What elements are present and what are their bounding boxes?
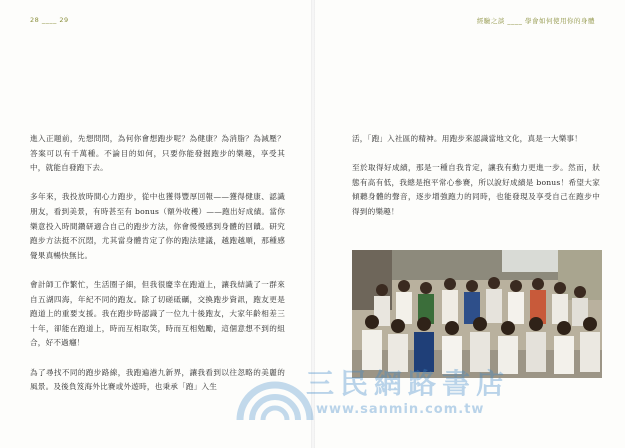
- watermark-url: www.sanmin.com.tw: [316, 402, 485, 417]
- paragraph: 至於取得好成績，那是一種自我肯定，讓我有動力更進一步。然而，狀態有高有低，我總是抱平常心參賽，所以說好成績是 bonus！希望大家傾聽身體的聲音，逐步增強跑力的同時，也能發現及享受自己在跑步中得到的樂趣！: [352, 163, 600, 216]
- left-page-text: [30, 132, 285, 409]
- watermark-name: 三民網路書店: [306, 367, 511, 400]
- paragraph: 進入正題前，先想問問，為何你會想跑步呢？為健康？為消脂？為減壓？答案可以有千萬種。不論目的如何，只要你能發掘跑步的樂趣，享受其中，就能自發跑下去。: [30, 134, 285, 173]
- paragraph: 活，「跑」入社區的精神。用跑步來認識當地文化，真是一大樂事！: [352, 134, 583, 143]
- paragraph: 會計師工作繁忙，生活圈子細，但我很慶幸在跑道上，讓我結識了一群來自五湖四海，年紀不同的跑友。除了切磋砥礪，交換跑步資訊，跑友更是跑道上的重要支援。我在跑步時認識了一位九十後跑友，大家年齡相差三十年，卻能在跑道上，時而互相取笑，時而互相勉勵，這個意想不到的組合，好不過癮！: [30, 279, 285, 348]
- running-header: 經驗之談 ____ 學會如何使用你的身體: [476, 17, 595, 25]
- group-photo-illustration: [352, 250, 602, 378]
- paragraph: 為了尋找不同的跑步路線，我跑遍港九新界，讓我看到以往忽略的美麗的風景。及後負笈海外比賽或外遊時，也秉承「跑」入生: [30, 367, 285, 392]
- page-gutter: [311, 0, 315, 448]
- right-page-text: [352, 132, 600, 234]
- page-numbers: 28 ____ 29: [30, 16, 69, 24]
- group-photo: [352, 250, 602, 378]
- paragraph: 多年來，我投放時間心力跑步，從中也獲得豐厚回報——獲得健康、認識朋友，看到美景，有時甚至有 bonus（額外收穫）——跑出好成績。當你樂意投入時間鑽研適合自己的跑步方法，你會慢慢感到身體的回饋。研究跑步方法挺不沉悶，尤其當身體肯定了你的跑法建議，越跑越順，那種感覺果真暢快無比。: [30, 192, 285, 260]
